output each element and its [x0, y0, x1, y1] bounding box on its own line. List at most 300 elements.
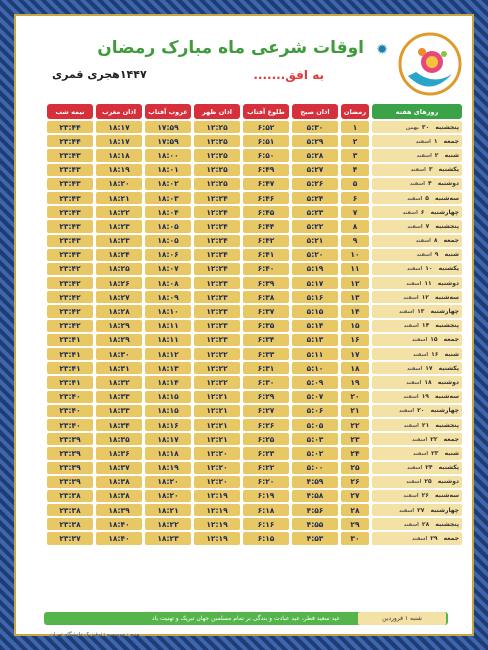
ghorub-cell: ۱۸:۱۵: [145, 405, 191, 417]
ram-cell: ۱۵: [341, 320, 369, 332]
ghorub-cell: ۱۷:۵۹: [145, 121, 191, 133]
day-cell: [372, 263, 462, 275]
zohr-cell: ۱۲:۲۴: [194, 249, 240, 261]
day-number: ۸: [433, 237, 438, 245]
ram-cell: ۱۳: [341, 291, 369, 303]
day-number: ۱۵: [430, 336, 438, 344]
ram-cell: ۴: [341, 164, 369, 176]
ram-cell: ۱: [341, 121, 369, 133]
weekday: چهارشنبه: [430, 208, 459, 216]
ghorub-cell: ۱۸:۱۵: [145, 391, 191, 403]
prayer-times-table: [44, 102, 465, 547]
day-cell: [372, 518, 462, 530]
zohr-cell: ۱۲:۲۵: [194, 149, 240, 161]
zohr-cell: ۱۲:۲۵: [194, 178, 240, 190]
zohr-cell: ۱۲:۱۹: [194, 518, 240, 530]
column-header: غروب آفتاب: [145, 104, 191, 119]
sobh-cell: ۴:۵۳: [292, 532, 338, 544]
sobh-cell: ۴:۵۵: [292, 518, 338, 530]
sobh-cell: ۵:۰۶: [292, 405, 338, 417]
month-name: اسفند: [406, 379, 422, 386]
day-cell: [372, 249, 462, 261]
nime-cell: ۲۳:۴۲: [47, 305, 93, 317]
ram-cell: ۱۸: [341, 362, 369, 374]
weekday: یکشنبه: [438, 464, 459, 472]
day-cell: [372, 376, 462, 388]
day-cell: [372, 447, 462, 459]
maghreb-cell: ۱۸:۲۱: [96, 192, 142, 204]
maghreb-cell: ۱۸:۲۳: [96, 220, 142, 232]
month-name: اسفند: [409, 181, 425, 188]
tolu-cell: ۶:۴۵: [243, 206, 289, 218]
ram-cell: ۱۴: [341, 305, 369, 317]
sobh-cell: ۵:۲۹: [292, 135, 338, 147]
table-row: [47, 476, 462, 488]
day-cell: [372, 277, 462, 289]
nime-cell: ۲۳:۴۲: [47, 320, 93, 332]
weekday: چهارشنبه: [430, 308, 459, 316]
sobh-cell: ۵:۱۱: [292, 348, 338, 360]
table-row: [47, 206, 462, 218]
sobh-cell: ۵:۲۱: [292, 235, 338, 247]
zohr-cell: ۱۲:۱۹: [194, 532, 240, 544]
nime-cell: ۲۳:۴۴: [47, 121, 93, 133]
nime-cell: ۲۳:۳۹: [47, 433, 93, 445]
table-row: [47, 376, 462, 388]
day-cell: [372, 391, 462, 403]
day-cell: [372, 178, 462, 190]
table-row: [47, 149, 462, 161]
ghorub-cell: ۱۸:۱۹: [145, 462, 191, 474]
tolu-cell: ۶:۳۷: [243, 305, 289, 317]
table-row: [47, 164, 462, 176]
table-row: [47, 178, 462, 190]
weekday: سه‌شنبه: [435, 194, 459, 202]
zohr-cell: ۱۲:۲۳: [194, 305, 240, 317]
maghreb-cell: ۱۸:۳۴: [96, 419, 142, 431]
column-header: اذان صبح: [292, 104, 338, 119]
ram-cell: ۲۶: [341, 476, 369, 488]
sobh-cell: ۵:۲۲: [292, 220, 338, 232]
poster: [14, 14, 474, 636]
table-row: [47, 419, 462, 431]
last-day-month: فروردین: [382, 615, 403, 622]
maghreb-cell: ۱۸:۳۵: [96, 433, 142, 445]
month-name: اسفند: [402, 209, 418, 216]
zohr-cell: ۱۲:۲۳: [194, 320, 240, 332]
last-day-name: شنبه: [410, 615, 422, 622]
tolu-cell: ۶:۴۶: [243, 192, 289, 204]
month-name: اسفند: [407, 195, 423, 202]
day-number: ۱۳: [417, 308, 425, 316]
ram-cell: ۳: [341, 149, 369, 161]
zohr-cell: ۱۲:۲۱: [194, 419, 240, 431]
tolu-cell: ۶:۱۸: [243, 504, 289, 516]
day-number: ۱۰: [425, 265, 433, 273]
page-title: اوقات شرعی ماه مبارک رمضان: [97, 38, 364, 58]
tolu-cell: ۶:۲۳: [243, 447, 289, 459]
weekday: سه‌شنبه: [435, 393, 459, 401]
day-number: ۹: [434, 251, 439, 259]
day-number: ۲۱: [421, 421, 430, 429]
day-cell: [372, 334, 462, 346]
weekday: پنجشنبه: [435, 222, 459, 230]
ram-cell: ۱۰: [341, 249, 369, 261]
month-name: اسفند: [415, 238, 431, 245]
day-cell: [372, 192, 462, 204]
day-cell: [372, 164, 462, 176]
month-name: اسفند: [410, 167, 426, 174]
day-cell: [372, 462, 462, 474]
weekday: شنبه: [444, 251, 459, 259]
eid-greeting: عید سعید فطر، عید عبادت و بندگی بر تمام مسلمین جهان تبریک و تهنیت باد: [44, 612, 448, 625]
day-number: ۲۳: [431, 449, 439, 457]
table-row: [47, 518, 462, 530]
day-number: ۶: [420, 208, 425, 216]
zohr-cell: ۱۲:۲۴: [194, 263, 240, 275]
tolu-cell: ۶:۲۷: [243, 405, 289, 417]
month-name: اسفند: [407, 365, 423, 372]
maghreb-cell: ۱۸:۳۰: [96, 348, 142, 360]
sobh-cell: ۵:۱۶: [292, 291, 338, 303]
zohr-cell: ۱۲:۲۳: [194, 334, 240, 346]
table-row: [47, 291, 462, 303]
weekday: شنبه: [444, 151, 459, 159]
tolu-cell: ۶:۱۵: [243, 532, 289, 544]
day-cell: [372, 405, 462, 417]
ram-cell: ۲۸: [341, 504, 369, 516]
nime-cell: ۲۳:۴۲: [47, 277, 93, 289]
nime-cell: ۲۳:۳۸: [47, 504, 93, 516]
maghreb-cell: ۱۸:۳۳: [96, 391, 142, 403]
maghreb-cell: ۱۸:۱۸: [96, 149, 142, 161]
nime-cell: ۲۳:۳۹: [47, 476, 93, 488]
sobh-cell: ۴:۵۶: [292, 504, 338, 516]
ghorub-cell: ۱۸:۲۱: [145, 504, 191, 516]
month-name: بهمن: [405, 124, 419, 131]
ram-cell: ۱۹: [341, 376, 369, 388]
weekday: پنجشنبه: [435, 421, 459, 429]
day-number: ۲۰: [417, 407, 425, 415]
weekday: چهارشنبه: [430, 407, 459, 415]
table-row: [47, 135, 462, 147]
nime-cell: ۲۳:۴۲: [47, 291, 93, 303]
zohr-cell: ۱۲:۲۴: [194, 206, 240, 218]
day-number: ۲۴: [425, 464, 433, 472]
nime-cell: ۲۳:۴۰: [47, 405, 93, 417]
zohr-cell: ۱۲:۲۴: [194, 235, 240, 247]
weekday: یکشنبه: [438, 166, 459, 174]
ghorub-cell: ۱۸:۲۰: [145, 476, 191, 488]
maghreb-cell: ۱۸:۳۳: [96, 405, 142, 417]
sobh-cell: ۵:۰۹: [292, 376, 338, 388]
nime-cell: ۲۳:۴۰: [47, 419, 93, 431]
day-number: ۱: [433, 137, 438, 145]
maghreb-cell: ۱۸:۲۶: [96, 277, 142, 289]
ram-cell: ۷: [341, 206, 369, 218]
nime-cell: ۲۳:۴۱: [47, 334, 93, 346]
sobh-cell: ۴:۵۸: [292, 490, 338, 502]
horizon-label: به افق.......: [253, 68, 324, 82]
day-cell: [372, 504, 462, 516]
tolu-cell: ۶:۳۳: [243, 348, 289, 360]
day-cell: [372, 206, 462, 218]
table-row: [47, 490, 462, 502]
weekday: دوشنبه: [437, 279, 459, 287]
table-row: [47, 462, 462, 474]
weekday: جمعه: [443, 237, 459, 245]
column-header: روزهای هفته: [372, 104, 462, 119]
nime-cell: ۲۳:۴۳: [47, 206, 93, 218]
tolu-cell: ۶:۲۲: [243, 462, 289, 474]
table-row: [47, 192, 462, 204]
table-row: [47, 121, 462, 133]
table-row: [47, 263, 462, 275]
month-name: اسفند: [403, 323, 419, 330]
maghreb-cell: ۱۸:۱۹: [96, 164, 142, 176]
zohr-cell: ۱۲:۲۴: [194, 220, 240, 232]
month-name: اسفند: [412, 450, 429, 457]
ghorub-cell: ۱۸:۲۳: [145, 532, 191, 544]
nime-cell: ۲۳:۴۰: [47, 391, 93, 403]
ram-cell: ۳۰: [341, 532, 369, 544]
day-number: ۱۴: [421, 322, 430, 330]
zohr-cell: ۱۲:۲۰: [194, 462, 240, 474]
zohr-cell: ۱۲:۲۵: [194, 135, 240, 147]
sobh-cell: ۵:۱۳: [292, 334, 338, 346]
weekday: جمعه: [443, 336, 459, 344]
nime-cell: ۲۳:۴۳: [47, 220, 93, 232]
weekday: پنجشنبه: [435, 123, 459, 131]
zohr-cell: ۱۲:۲۰: [194, 447, 240, 459]
day-number: ۲۵: [424, 478, 432, 486]
sobh-cell: ۴:۵۹: [292, 476, 338, 488]
ghorub-cell: ۱۸:۰۰: [145, 149, 191, 161]
maghreb-cell: ۱۸:۲۲: [96, 206, 142, 218]
month-name: اسفند: [416, 252, 432, 259]
ram-cell: ۲۴: [341, 447, 369, 459]
maghreb-cell: ۱۸:۳۱: [96, 362, 142, 374]
day-cell: [372, 476, 462, 488]
maghreb-cell: ۱۸:۳۲: [96, 376, 142, 388]
ghorub-cell: ۱۸:۰۷: [145, 263, 191, 275]
maghreb-cell: ۱۸:۲۴: [96, 249, 142, 261]
zohr-cell: ۱۲:۲۵: [194, 164, 240, 176]
month-name: اسفند: [398, 309, 415, 316]
maghreb-cell: ۱۸:۳۷: [96, 462, 142, 474]
column-header: نیمه شب: [47, 104, 93, 119]
tolu-cell: ۶:۵۰: [243, 149, 289, 161]
tolu-cell: ۶:۳۱: [243, 362, 289, 374]
weekday: یکشنبه: [438, 265, 459, 273]
table-row: [47, 305, 462, 317]
table-row: [47, 447, 462, 459]
day-number: ۳: [428, 166, 433, 174]
month-name: اسفند: [412, 436, 428, 443]
sobh-cell: ۵:۱۵: [292, 305, 338, 317]
table-row: [47, 532, 462, 544]
month-name: اسفند: [403, 493, 419, 500]
star-icon: ✹: [376, 42, 388, 58]
zohr-cell: ۱۲:۲۳: [194, 277, 240, 289]
nime-cell: ۲۳:۴۱: [47, 348, 93, 360]
day-number: ۱۶: [431, 350, 439, 358]
sobh-cell: ۵:۱۷: [292, 277, 338, 289]
day-cell: [372, 433, 462, 445]
tolu-cell: ۶:۲۵: [243, 433, 289, 445]
maghreb-cell: ۱۸:۲۸: [96, 305, 142, 317]
column-header: طلوع آفتاب: [243, 104, 289, 119]
day-cell: [372, 320, 462, 332]
table-row: [47, 277, 462, 289]
table-row: [47, 433, 462, 445]
ghorub-cell: ۱۸:۰۲: [145, 178, 191, 190]
tolu-cell: ۶:۳۸: [243, 291, 289, 303]
tolu-cell: ۶:۱۹: [243, 490, 289, 502]
day-number: ۴: [427, 180, 432, 188]
ram-cell: ۱۶: [341, 334, 369, 346]
day-number: ۱۲: [421, 293, 429, 301]
day-number: ۲۹: [430, 535, 438, 543]
zohr-cell: ۱۲:۲۱: [194, 433, 240, 445]
day-cell: [372, 532, 462, 544]
zohr-cell: ۱۲:۲۱: [194, 405, 240, 417]
tolu-cell: ۶:۴۰: [243, 263, 289, 275]
day-number: ۲۸: [421, 520, 430, 528]
sobh-cell: ۵:۳۰: [292, 121, 338, 133]
tolu-cell: ۶:۳۹: [243, 277, 289, 289]
sobh-cell: ۵:۲۳: [292, 206, 338, 218]
zohr-cell: ۱۲:۱۹: [194, 504, 240, 516]
sobh-cell: ۵:۱۴: [292, 320, 338, 332]
nime-cell: ۲۳:۴۳: [47, 192, 93, 204]
zohr-cell: ۱۲:۲۰: [194, 476, 240, 488]
maghreb-cell: ۱۸:۳۹: [96, 504, 142, 516]
sobh-cell: ۵:۰۲: [292, 447, 338, 459]
sobh-cell: ۵:۱۹: [292, 263, 338, 275]
table-row: [47, 362, 462, 374]
zohr-cell: ۱۲:۲۲: [194, 362, 240, 374]
column-header: اذان مغرب: [96, 104, 142, 119]
day-number: ۱۸: [424, 378, 432, 386]
ghorub-cell: ۱۸:۲۰: [145, 490, 191, 502]
ram-cell: ۸: [341, 220, 369, 232]
ram-cell: ۲۱: [341, 405, 369, 417]
table-row: [47, 334, 462, 346]
month-name: اسفند: [398, 408, 415, 415]
table-row: [47, 235, 462, 247]
sobh-cell: ۵:۰۳: [292, 433, 338, 445]
month-name: اسفند: [403, 394, 419, 401]
month-name: اسفند: [403, 294, 419, 301]
table-row: [47, 249, 462, 261]
table-row: [47, 220, 462, 232]
zohr-cell: ۱۲:۲۴: [194, 192, 240, 204]
maghreb-cell: ۱۸:۱۷: [96, 135, 142, 147]
maghreb-cell: ۱۸:۲۰: [96, 178, 142, 190]
zohr-cell: ۱۲:۲۵: [194, 121, 240, 133]
sobh-cell: ۵:۰۷: [292, 391, 338, 403]
ghorub-cell: ۱۸:۲۲: [145, 518, 191, 530]
ghorub-cell: ۱۸:۱۳: [145, 362, 191, 374]
nime-cell: ۲۳:۴۳: [47, 249, 93, 261]
month-name: اسفند: [412, 351, 429, 358]
weekday: پنجشنبه: [435, 322, 459, 330]
month-name: اسفند: [403, 521, 419, 528]
table-header-row: [47, 104, 462, 119]
weekday: دوشنبه: [437, 180, 459, 188]
nime-cell: ۲۳:۳۸: [47, 490, 93, 502]
maghreb-cell: ۱۸:۴۰: [96, 518, 142, 530]
maghreb-cell: ۱۸:۳۸: [96, 490, 142, 502]
tolu-cell: ۶:۲۹: [243, 391, 289, 403]
ghorub-cell: ۱۸:۰۹: [145, 291, 191, 303]
ghorub-cell: ۱۸:۱۶: [145, 419, 191, 431]
day-cell: [372, 305, 462, 317]
day-cell: [372, 362, 462, 374]
tolu-cell: ۶:۲۰: [243, 476, 289, 488]
ram-cell: ۱۷: [341, 348, 369, 360]
hijri-year: ۱۴۴۷هجری قمری: [52, 68, 147, 81]
column-header: اذان ظهر: [194, 104, 240, 119]
nime-cell: ۲۳:۳۹: [47, 447, 93, 459]
sobh-cell: ۵:۲۶: [292, 178, 338, 190]
table-row: [47, 405, 462, 417]
nime-cell: ۲۳:۴۳: [47, 164, 93, 176]
month-name: اسفند: [407, 266, 423, 273]
nime-cell: ۲۳:۴۱: [47, 376, 93, 388]
ghorub-cell: ۱۸:۰۴: [145, 206, 191, 218]
ghorub-cell: ۱۸:۰۱: [145, 164, 191, 176]
weekday: چهارشنبه: [430, 506, 459, 514]
tolu-cell: ۶:۳۰: [243, 376, 289, 388]
source-credit: منبع : موسسه ژئوفیزیک دانشگاه تهران: [50, 632, 140, 638]
nime-cell: ۲۳:۳۷: [47, 532, 93, 544]
month-name: اسفند: [415, 138, 431, 145]
day-cell: [372, 291, 462, 303]
ram-cell: ۱۱: [341, 263, 369, 275]
table-row: [47, 391, 462, 403]
day-cell: [372, 235, 462, 247]
ramadan-logo: [394, 28, 466, 100]
ghorub-cell: ۱۸:۱۱: [145, 334, 191, 346]
maghreb-cell: ۱۸:۲۹: [96, 334, 142, 346]
tolu-cell: ۶:۳۴: [243, 334, 289, 346]
ghorub-cell: ۱۸:۰۵: [145, 235, 191, 247]
sobh-cell: ۵:۱۰: [292, 362, 338, 374]
day-number: ۲۷: [417, 506, 425, 514]
table-row: [47, 320, 462, 332]
weekday: یکشنبه: [438, 364, 459, 372]
month-name: اسفند: [406, 280, 422, 287]
tolu-cell: ۶:۴۹: [243, 164, 289, 176]
day-number: ۲: [434, 151, 439, 159]
ram-cell: ۲۰: [341, 391, 369, 403]
ram-cell: ۲۲: [341, 419, 369, 431]
weekday: سه‌شنبه: [435, 293, 459, 301]
sobh-cell: ۵:۰۰: [292, 462, 338, 474]
ghorub-cell: ۱۸:۱۰: [145, 305, 191, 317]
table-body: [47, 121, 462, 545]
ram-cell: ۲۳: [341, 433, 369, 445]
ram-cell: ۲: [341, 135, 369, 147]
tolu-cell: ۶:۲۶: [243, 419, 289, 431]
day-cell: [372, 220, 462, 232]
ghorub-cell: ۱۸:۱۱: [145, 320, 191, 332]
zohr-cell: ۱۲:۱۹: [194, 490, 240, 502]
zohr-cell: ۱۲:۲۲: [194, 376, 240, 388]
weekday: جمعه: [443, 137, 459, 145]
